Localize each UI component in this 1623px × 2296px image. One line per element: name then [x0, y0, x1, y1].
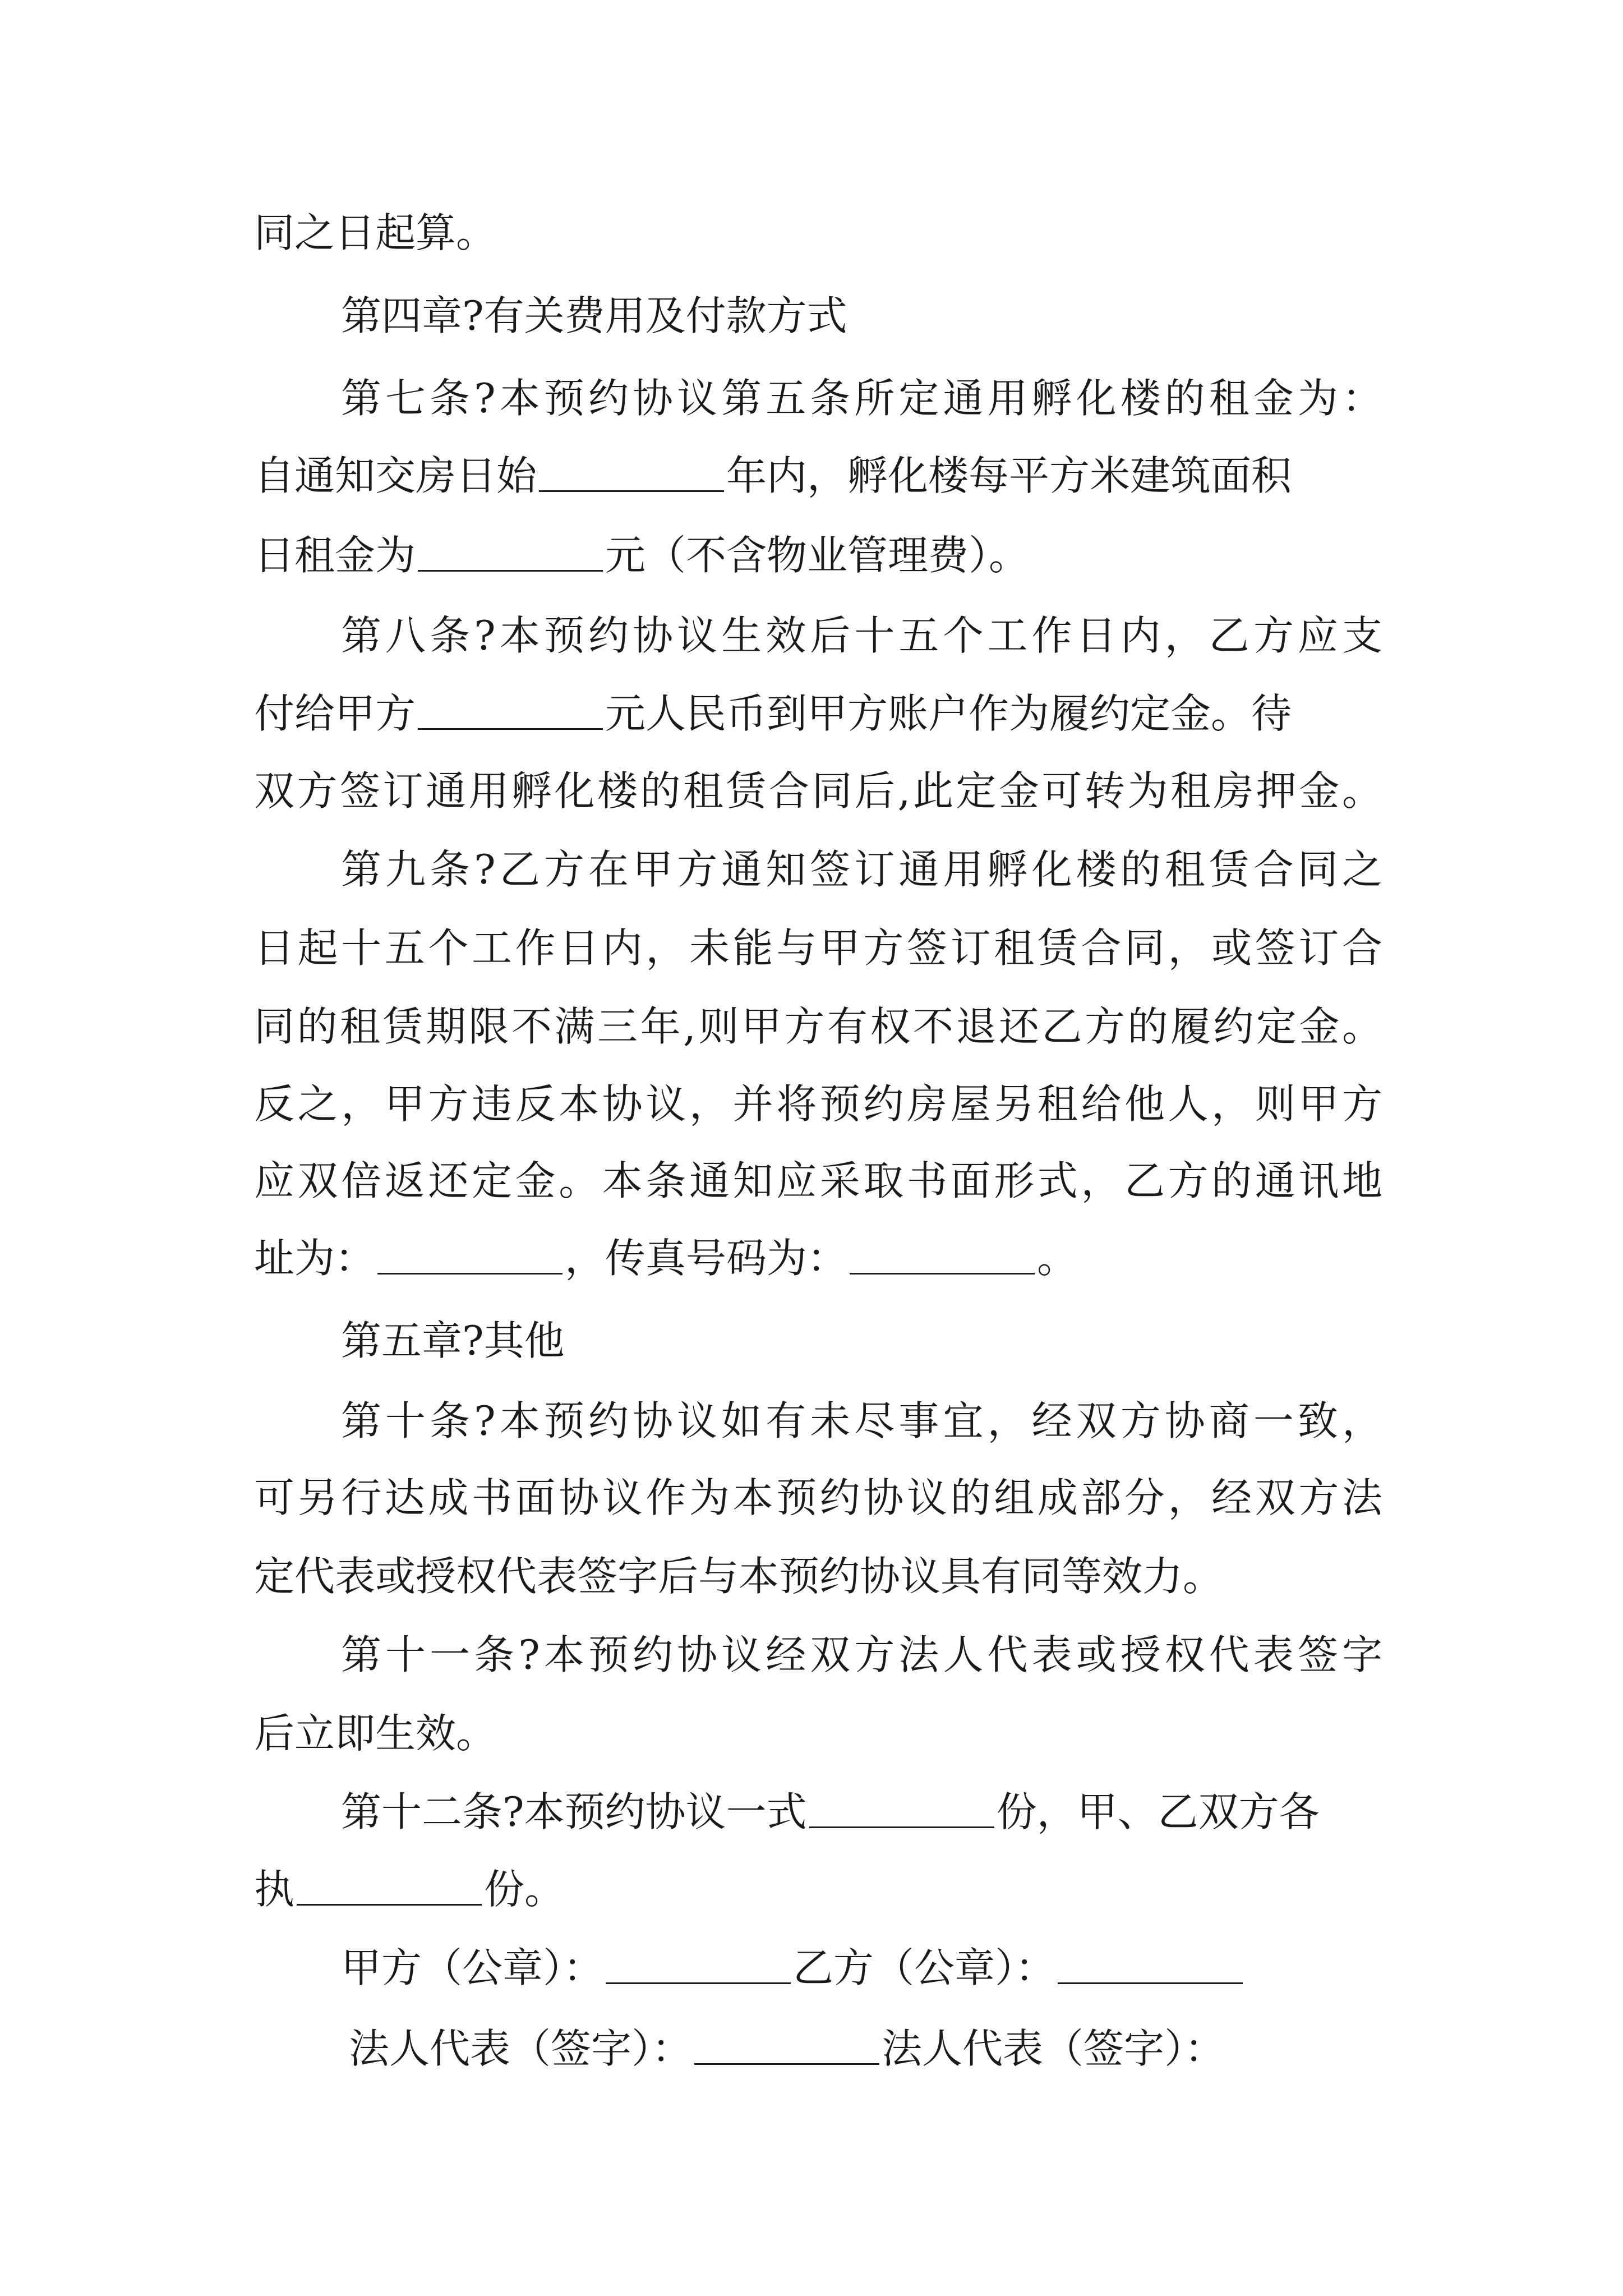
text-segment: 份，甲、乙双方各	[996, 1788, 1320, 1835]
text-segment: 双方签订通用孵化楼的租赁合同后,此定金可转为租房押金。	[254, 767, 1382, 815]
text-line	[254, 999, 1382, 1055]
fill-in-blank[interactable]	[539, 457, 724, 492]
fill-in-blank[interactable]	[850, 1239, 1035, 1274]
fill-in-blank[interactable]	[606, 1949, 791, 1984]
text-segment: 份。	[484, 1866, 565, 1913]
text-segment: 执	[254, 1866, 295, 1913]
text-segment: 同的租赁期限不满三年,则甲方有权不退还乙方的履约定金。	[254, 1003, 1382, 1050]
text-line	[254, 1153, 1382, 1209]
text-segment: 反之，甲方违反本协议，并将预约房屋另租给他人，则甲方	[254, 1080, 1382, 1128]
text-segment: ，传真号码为：	[565, 1235, 848, 1282]
fill-in-blank[interactable]	[694, 2030, 879, 2065]
text-line	[254, 920, 1382, 976]
signature-line-representative	[349, 2021, 1225, 2077]
chapter-heading	[341, 288, 847, 344]
fill-in-blank[interactable]	[1058, 1949, 1243, 1984]
text-segment: 元（不含物业管理费）。	[605, 532, 1030, 579]
text-segment: 可另行达成书面协议作为本预约协议的组成部分，经双方法	[254, 1474, 1382, 1521]
text-segment: 定代表或授权代表签字后与本预约协议具有同等效力。	[254, 1553, 1224, 1600]
text-line	[254, 685, 1292, 742]
text-segment: 自通知交房日始	[254, 452, 537, 499]
text-line	[254, 1705, 496, 1761]
article-line	[341, 608, 1382, 664]
text-segment: 年内，孵化楼每平方米建筑面积	[726, 452, 1292, 499]
text-segment: 第十二条?本预约协议一式	[341, 1788, 807, 1835]
text-segment: 日起十五个工作日内，未能与甲方签订租赁合同，或签订合	[254, 924, 1382, 972]
party-a-representative-label: 法人代表（签字）：	[349, 2025, 693, 2072]
article-line	[341, 841, 1382, 898]
text-segment: 元人民币到甲方账户作为履约定金。待	[605, 690, 1292, 737]
fill-in-blank[interactable]	[297, 1870, 482, 1906]
chapter-heading	[341, 1313, 565, 1369]
text-segment: 第四章?有关费用及付款方式	[341, 292, 847, 339]
text-line	[254, 205, 496, 261]
text-segment: 应双倍返还定金。本条通知应采取书面形式，乙方的通讯地	[254, 1157, 1382, 1204]
text-segment: 后立即生效。	[254, 1710, 497, 1757]
text-line	[254, 1470, 1382, 1526]
article-line	[341, 370, 1382, 426]
fill-in-blank[interactable]	[418, 694, 603, 730]
fill-in-blank[interactable]	[809, 1793, 994, 1828]
text-line	[254, 1230, 1077, 1286]
party-b-representative-label: 法人代表（签字）：	[882, 2025, 1225, 2072]
party-b-seal-label: 乙方（公章）：	[793, 1944, 1056, 1991]
text-line	[254, 1861, 565, 1917]
article-line	[341, 1393, 1382, 1449]
party-a-seal-label: 甲方（公章）：	[341, 1944, 604, 1991]
text-segment: 同之日起算。	[254, 209, 497, 256]
signature-line-seal	[341, 1940, 1245, 1996]
text-line	[254, 763, 1382, 819]
text-segment: 第七条?本预约协议第五条所定通用孵化楼的租金为：	[341, 375, 1382, 422]
text-segment: 第十条?本预约协议如有未尽事宜，经双方协商一致，	[341, 1397, 1382, 1444]
text-segment: 付给甲方	[254, 690, 416, 737]
text-segment: 。	[1037, 1235, 1078, 1282]
text-segment: 址为：	[254, 1235, 376, 1282]
text-segment: 第九条?乙方在甲方通知签订通用孵化楼的租赁合同之	[341, 846, 1382, 893]
text-segment: 第十一条?本预约协议经双方法人代表或授权代表签字	[341, 1631, 1382, 1678]
text-line	[254, 448, 1292, 504]
text-line	[254, 1076, 1382, 1132]
article-line	[341, 1784, 1320, 1840]
text-segment: 第八条?本预约协议生效后十五个工作日内，乙方应支	[341, 612, 1382, 659]
text-line	[254, 1548, 1223, 1604]
text-segment: 日租金为	[254, 532, 416, 579]
text-line	[254, 527, 1029, 583]
text-segment: 第五章?其他	[341, 1317, 565, 1364]
fill-in-blank[interactable]	[418, 536, 603, 572]
fill-in-blank[interactable]	[377, 1239, 562, 1274]
article-line	[341, 1627, 1382, 1683]
